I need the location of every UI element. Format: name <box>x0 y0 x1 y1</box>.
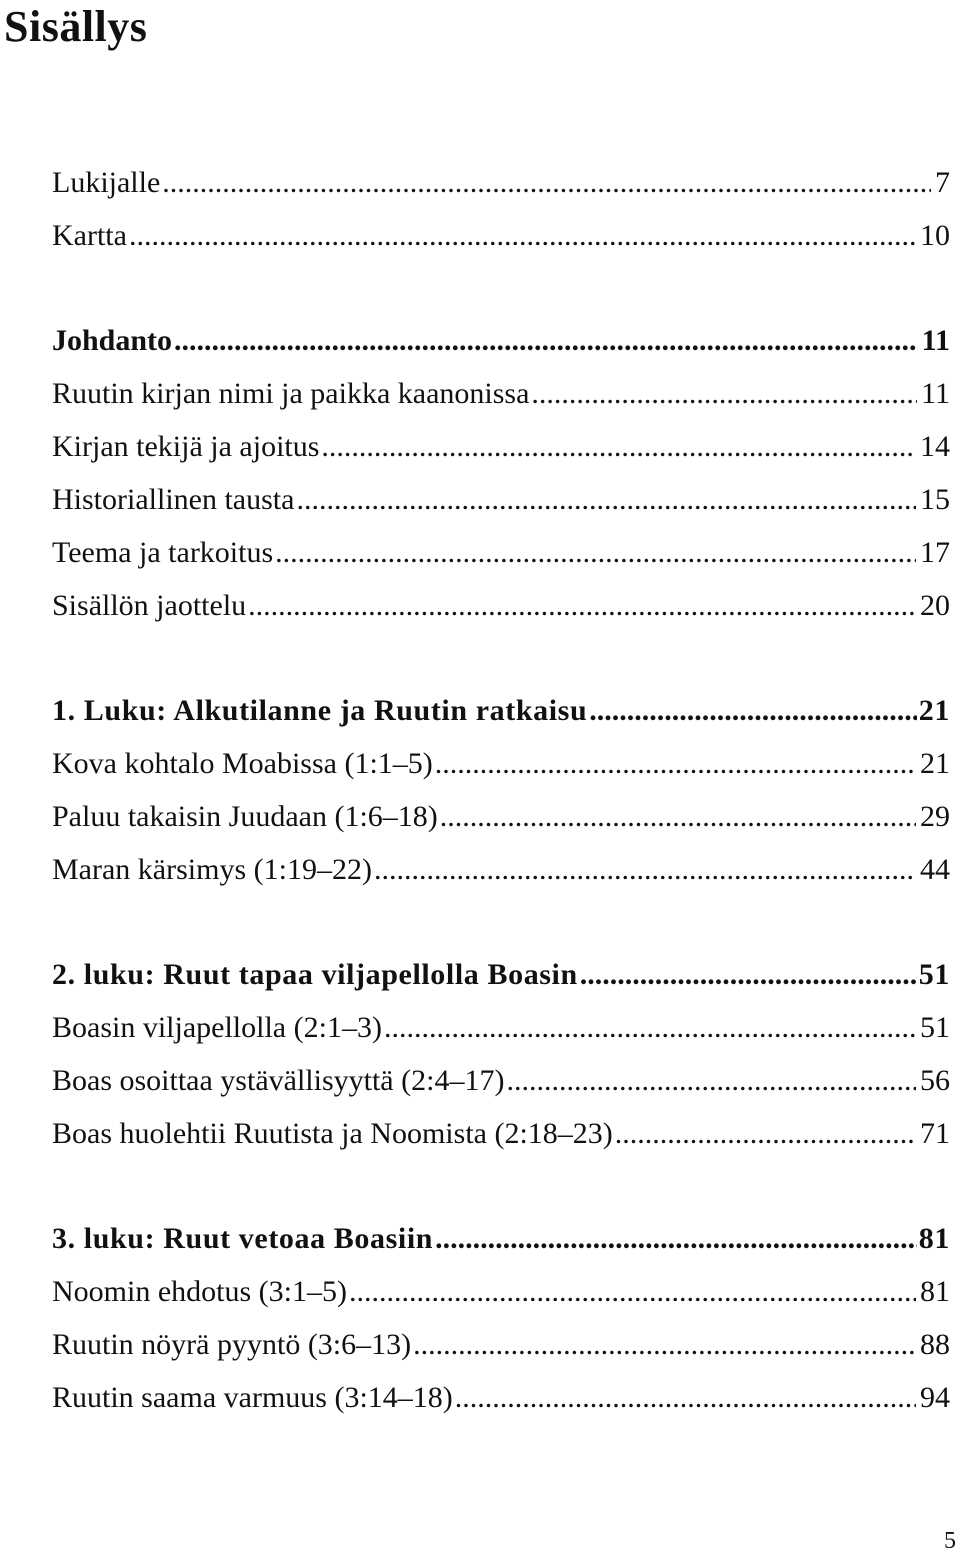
toc-entry-page: 20 <box>920 589 950 622</box>
page-number: 5 <box>944 1528 956 1554</box>
toc-entry-page: 29 <box>920 800 950 833</box>
toc-entry-label: Lukijalle <box>52 166 161 199</box>
toc-entry[interactable] <box>52 526 950 579</box>
toc-entry[interactable] <box>52 579 950 632</box>
toc-entry-label: Boasin viljapellolla (2:1–3) <box>52 1011 382 1044</box>
toc-chapter-heading[interactable] <box>52 314 950 367</box>
toc-entry[interactable] <box>52 737 950 790</box>
toc-entry[interactable] <box>52 843 950 896</box>
toc-entry-label: Teema ja tarkoitus <box>52 536 274 569</box>
toc-entry-page: 11 <box>921 377 950 410</box>
toc-entry-label: Kova kohtalo Moabissa (1:1–5) <box>52 747 433 780</box>
dot-leader <box>615 1107 916 1160</box>
toc-entry-page: 11 <box>921 324 950 357</box>
toc-section <box>52 948 950 1160</box>
toc-section <box>52 156 950 262</box>
toc-entry-page: 81 <box>918 1222 950 1255</box>
toc-entry-label: Boas huolehtii Ruutista ja Noomista (2:18–23) <box>52 1117 613 1150</box>
toc-entry-page: 81 <box>920 1275 950 1308</box>
toc-entry-label: Ruutin kirjan nimi ja paikka kaanonissa <box>52 377 530 410</box>
toc-entry-page: 51 <box>918 958 950 991</box>
dot-leader <box>162 156 931 209</box>
toc-entry[interactable] <box>52 156 950 209</box>
toc-entry[interactable] <box>52 1001 950 1054</box>
toc-chapter-heading[interactable] <box>52 684 950 737</box>
toc-entry-page: 44 <box>920 853 950 886</box>
toc-entry-label: Historiallinen tausta <box>52 483 295 516</box>
dot-leader <box>506 1054 916 1107</box>
dot-leader <box>275 526 916 579</box>
toc-entry[interactable] <box>52 1371 950 1424</box>
dot-leader <box>435 1212 917 1265</box>
dot-leader <box>455 1371 916 1424</box>
dot-leader <box>440 790 916 843</box>
dot-leader <box>349 1265 916 1318</box>
toc-entry-label: Ruutin saama varmuus (3:14–18) <box>52 1381 453 1414</box>
dot-leader <box>589 684 917 737</box>
toc-entry-page: 56 <box>920 1064 950 1097</box>
toc-entry-page: 51 <box>920 1011 950 1044</box>
toc-entry-label: Kartta <box>52 219 127 252</box>
toc-entry[interactable] <box>52 1107 950 1160</box>
toc-entry-page: 94 <box>920 1381 950 1414</box>
toc-entry-label: Paluu takaisin Juudaan (1:6–18) <box>52 800 438 833</box>
dot-leader <box>435 737 916 790</box>
dot-leader <box>174 314 918 367</box>
toc-entry[interactable] <box>52 473 950 526</box>
toc-entry-label: 3. luku: Ruut vetoaa Boasiin <box>52 1222 434 1255</box>
toc-entry-label: Johdanto <box>52 324 173 357</box>
toc-entry-page: 7 <box>935 166 950 199</box>
toc-chapter-heading[interactable] <box>52 948 950 1001</box>
table-of-contents <box>52 156 950 1476</box>
toc-entry-page: 14 <box>920 430 950 463</box>
page-title: Sisällys <box>4 2 148 51</box>
dot-leader <box>580 948 917 1001</box>
dot-leader <box>374 843 916 896</box>
toc-entry-page: 88 <box>920 1328 950 1361</box>
toc-entry-page: 17 <box>920 536 950 569</box>
toc-entry-page: 15 <box>920 483 950 516</box>
dot-leader <box>531 367 917 420</box>
toc-entry-page: 10 <box>920 219 950 252</box>
toc-entry[interactable] <box>52 367 950 420</box>
toc-entry-page: 21 <box>918 694 950 727</box>
toc-entry-label: Kirjan tekijä ja ajoitus <box>52 430 320 463</box>
toc-entry-label: Noomin ehdotus (3:1–5) <box>52 1275 347 1308</box>
dot-leader <box>384 1001 916 1054</box>
toc-chapter-heading[interactable] <box>52 1212 950 1265</box>
dot-leader <box>413 1318 916 1371</box>
toc-section <box>52 684 950 896</box>
toc-entry[interactable] <box>52 209 950 262</box>
toc-entry[interactable] <box>52 1054 950 1107</box>
toc-entry-label: Ruutin nöyrä pyyntö (3:6–13) <box>52 1328 412 1361</box>
toc-entry-label: 2. luku: Ruut tapaa viljapellolla Boasin <box>52 958 578 991</box>
dot-leader <box>248 579 916 632</box>
toc-entry[interactable] <box>52 1265 950 1318</box>
toc-entry-page: 21 <box>920 747 950 780</box>
dot-leader <box>129 209 916 262</box>
toc-section <box>52 314 950 632</box>
toc-entry[interactable] <box>52 1318 950 1371</box>
toc-entry-label: Boas osoittaa ystävällisyyttä (2:4–17) <box>52 1064 505 1097</box>
dot-leader <box>321 420 916 473</box>
toc-entry-label: Maran kärsimys (1:19–22) <box>52 853 372 886</box>
toc-entry-label: Sisällön jaottelu <box>52 589 247 622</box>
toc-section <box>52 1212 950 1424</box>
dot-leader <box>296 473 916 526</box>
toc-entry[interactable] <box>52 790 950 843</box>
toc-entry-page: 71 <box>920 1117 950 1150</box>
toc-entry-label: 1. Luku: Alkutilanne ja Ruutin ratkaisu <box>52 694 588 727</box>
toc-entry[interactable] <box>52 420 950 473</box>
